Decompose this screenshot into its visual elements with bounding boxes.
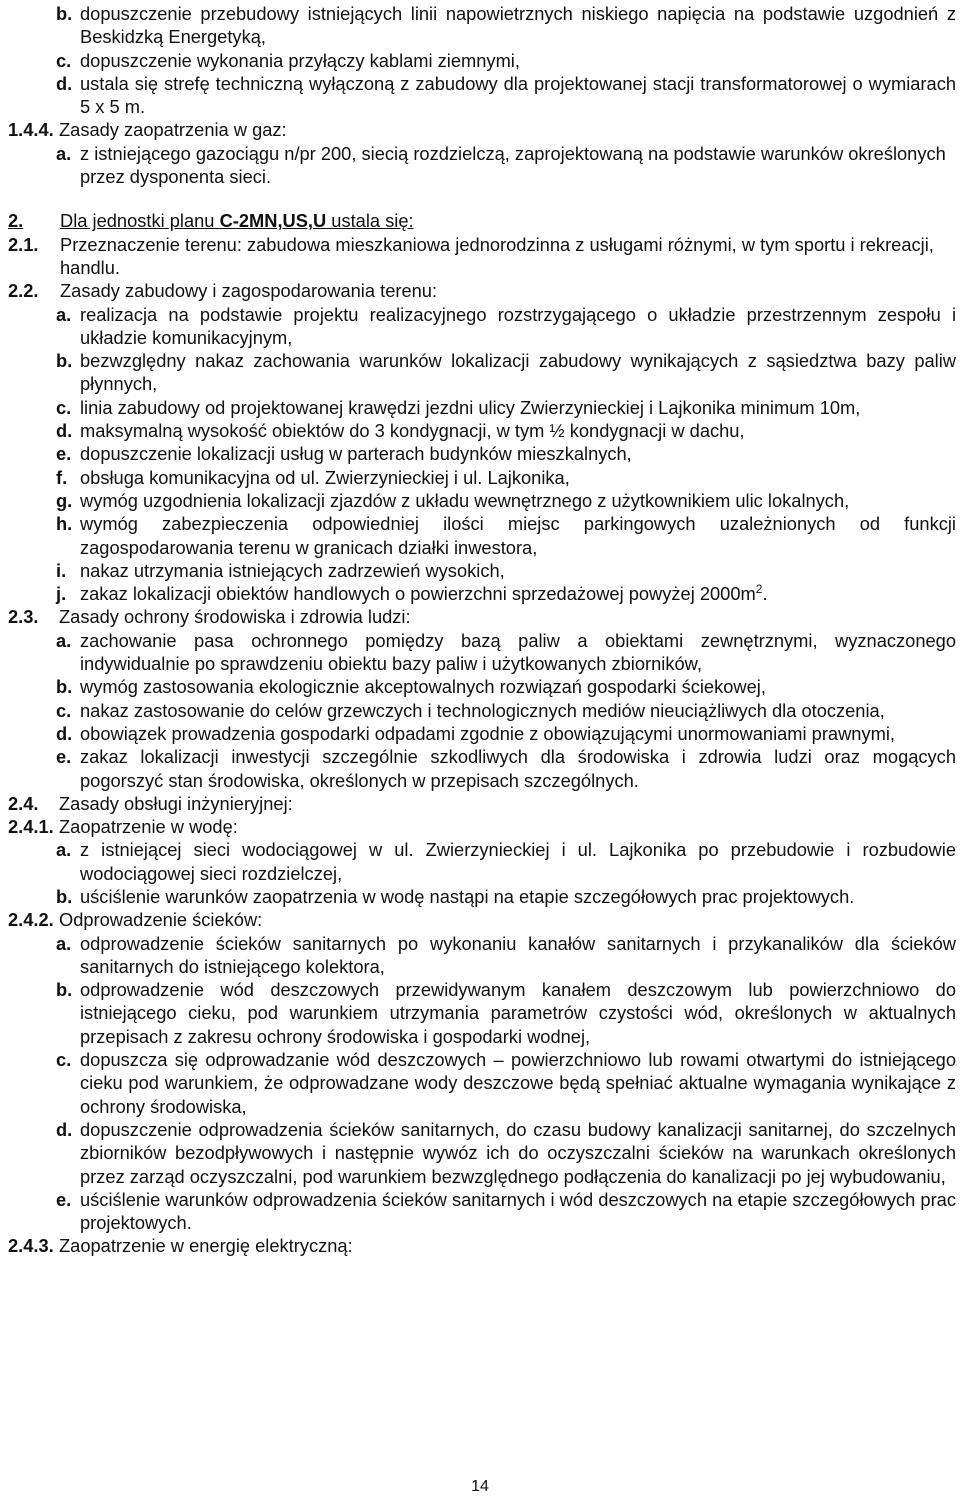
list-item-label: 2.4. <box>8 792 39 814</box>
list-item-text: Zasady zabudowy i zagospodarowania terenu: <box>60 280 438 302</box>
list-item-text: Zaopatrzenie w energię elektryczną: <box>59 1235 353 1257</box>
list-item <box>8 1234 956 1257</box>
list-item-text: obsługa komunikacyjna od ul. Zwierzynieckiej i ul. Lajkonika, <box>80 466 570 488</box>
list-item-label: h. <box>56 513 73 535</box>
list-item <box>56 142 956 189</box>
list-item-label: e. <box>56 746 72 768</box>
list-item <box>8 792 956 815</box>
list-item-text: dopuszczenie odprowadzenia ścieków sanitarnych, do czasu budowy kanalizacji sanitarnej, do szczelnych zbiorników bezodpływowych i następnie wywóz ich do oczyszczalni ścieków na warunkach określonych przez zarząd oczyszczalni, pod warunkiem bezwzględnego podłączenia do kanalizacji po jej wybudowaniu, <box>80 1118 956 1187</box>
list-item-text: Zasady obsługi inżynieryjnej: <box>59 792 293 814</box>
list-item-label: g. <box>56 489 73 511</box>
list-item-text: linia zabudowy od projektowanej krawędzi jezdni ulicy Zwierzynieckiej i Lajkonika minimum 10m, <box>80 396 861 418</box>
list-item <box>56 582 956 605</box>
text-fragment: . <box>762 583 768 605</box>
list-item-label: 2. <box>8 210 24 232</box>
list-item <box>56 722 956 745</box>
list-item-label: e. <box>56 1188 72 1210</box>
list-item-label: c. <box>56 49 72 71</box>
list-item-label: c. <box>56 396 72 418</box>
list-item <box>56 303 956 350</box>
list-item-label: 2.2. <box>8 280 39 302</box>
list-item-text: bezwzględny nakaz zachowania warunków lokalizacji zabudowy wynikających z sąsiedztwa bazy paliw płynnych, <box>80 350 956 395</box>
page-number: 14 <box>471 1478 489 1495</box>
list-item-text: Przeznaczenie terenu: zabudowa mieszkaniowa jednorodzinna z usługami różnymi, w tym sportu i rekreacji, handlu. <box>60 233 934 278</box>
list-item <box>8 118 956 141</box>
list-item-text: dopuszcza się odprowadzanie wód deszczowych – powierzchniowo lub rowami otwartymi do istniejącego cieku pod warunkiem, że odprowadzane wody deszczowe będą spełniać aktualne wymagania wynikające z ochrony środowiska, <box>80 1049 956 1117</box>
list-item-text: dopuszczenie przebudowy istniejących linii napowietrznych niskiego napięcia na podstawie uzgodnień z Beskidzką Energetyką, <box>80 3 956 48</box>
list-item-label: c. <box>56 1049 72 1071</box>
list-item-text: dopuszczenie wykonania przyłączy kablami ziemnymi, <box>80 49 520 71</box>
list-item-text: ustala się strefę techniczną wyłączoną z zabudowy dla projektowanej stacji transformatorowej o wymiarach 5 x 5 m. <box>80 72 956 118</box>
list-item-label: 2.4.1. <box>8 816 54 838</box>
list-item-text: z istniejącego gazociągu n/pr 200, siecią rozdzielczą, zaprojektowaną na podstawie warunków określonych przez dysponenta sieci. <box>80 142 946 188</box>
superscript: 2 <box>755 582 763 597</box>
list-item-text: odprowadzenie ścieków sanitarnych po wykonaniu kanałów sanitarnych i przykanalików dla ścieków sanitarnych do istniejącego kolektora, <box>80 932 956 977</box>
list-item-label: 2.1. <box>8 233 39 255</box>
list-item-label: b. <box>56 350 73 372</box>
list-item-label: b. <box>56 885 73 907</box>
list-item-text: uściślenie warunków odprowadzenia ścieków sanitarnych i wód deszczowych na etapie szczegółowych prac projektowych. <box>80 1188 956 1234</box>
list-item-label: a. <box>56 142 72 164</box>
list-item-text: uściślenie warunków zaopatrzenia w wodę nastąpi na etapie szczegółowych prac projektowych. <box>80 885 855 907</box>
list-item <box>56 1188 956 1235</box>
list-item <box>56 629 956 676</box>
list-item <box>56 2 956 49</box>
list-item <box>56 675 956 698</box>
list-item-text <box>60 209 956 232</box>
list-item-text: nakaz utrzymania istniejących zadrzewień wysokich, <box>80 559 505 581</box>
list-item-text: Odprowadzenie ścieków: <box>59 909 263 931</box>
list-item <box>56 838 956 885</box>
list-item-text: maksymalną wysokość obiektów do 3 kondygnacji, w tym ½ kondygnacji w dachu, <box>80 420 745 442</box>
list-item-text: Zaopatrzenie w wodę: <box>59 816 238 838</box>
list-item-label: a. <box>56 303 72 325</box>
list-item-label: f. <box>56 466 68 488</box>
text-fragment: Dla jednostki planu <box>60 210 220 232</box>
list-item <box>56 489 956 512</box>
list-item-label: 2.4.3. <box>8 1235 54 1257</box>
list-item-label: 1.4.4. <box>8 119 54 141</box>
list-item-text: dopuszczenie lokalizacji usług w parterach budynków mieszkalnych, <box>80 443 632 465</box>
list-item <box>56 1048 956 1118</box>
list-item <box>56 442 956 465</box>
list-item-label: d. <box>56 1118 73 1140</box>
list-item-label: b. <box>56 3 73 24</box>
list-item <box>56 49 956 72</box>
list-item-text: zakaz lokalizacji inwestycji szczególnie szkodliwych dla środowiska i zdrowia ludzi oraz mogących pogorszyć stan środowiska, określonych w przepisach szczególnych. <box>80 746 956 791</box>
list-item-label: i. <box>56 559 67 581</box>
list-item-label: a. <box>56 839 72 861</box>
list-item-label: c. <box>56 699 72 721</box>
list-item <box>8 209 956 232</box>
list-item-text: zachowanie pasa ochronnego pomiędzy bazą paliw a obiektami zewnętrznymi, wyznaczonego indywidualnie po sprawdzeniu obiektu bazy paliw i użytkowanych zbiorników, <box>80 629 956 675</box>
list-item <box>56 72 956 119</box>
document-body <box>8 2 956 1258</box>
list-item-text: wymóg zabezpieczenia odpowiedniej ilości miejsc parkingowych uzależnionych od funkcji zagospodarowania terenu w granicach działki inwestora, <box>80 513 956 558</box>
list-item-text: odprowadzenie wód deszczowych przewidywanym kanałem deszczowym lub powierzchniowo do istniejącego cieku, pod warunkiem utrzymania parametrów czystości wód, określonych w aktualnych przepisach z zakresu ochrony środowiska i gospodarki wodnej, <box>80 979 956 1047</box>
text-fragment: C-2MN,US,U <box>219 210 327 232</box>
list-item-label: a. <box>56 629 72 651</box>
list-item-text: nakaz zastosowanie do celów grzewczych i technologicznych mediów nieuciążliwych dla otoczenia, <box>80 699 885 721</box>
list-item-label: 2.3. <box>8 606 39 628</box>
text-fragment: zakaz lokalizacji obiektów handlowych o powierzchni sprzedażowej powyżej 2000m <box>80 583 756 605</box>
list-item <box>56 419 956 442</box>
list-item <box>56 1118 956 1188</box>
list-item-text <box>80 582 956 605</box>
list-item-label: a. <box>56 932 72 954</box>
list-item-label: 2.4.2. <box>8 909 54 931</box>
list-item-text: z istniejącej sieci wodociągowej w ul. Zwierzynieckiej i ul. Lajkonika po przebudowie i rozbudowie wodociągowej sieci rozdzielczej, <box>80 839 956 884</box>
list-item-text: Zasady ochrony środowiska i zdrowia ludzi: <box>59 606 411 628</box>
list-item <box>56 349 956 396</box>
list-item <box>8 908 956 931</box>
list-item <box>56 978 956 1048</box>
list-item-label: j. <box>56 583 67 605</box>
list-item-text: wymóg zastosowania ekologicznie akceptowalnych rozwiązań gospodarki ściekowej, <box>80 676 766 698</box>
list-item <box>56 699 956 722</box>
list-item-text: realizacja na podstawie projektu realizacyjnego rozstrzygającego o układzie przestrzennym zespołu i układzie komunikacyjnym, <box>80 303 956 348</box>
list-item-text: obowiązek prowadzenia gospodarki odpadami zgodnie z obowiązującymi unormowaniami prawnymi, <box>80 722 895 744</box>
list-item <box>8 815 956 838</box>
list-item <box>56 512 956 559</box>
list-item-label: d. <box>56 72 73 94</box>
list-item <box>8 233 956 280</box>
list-item <box>56 745 956 792</box>
list-item <box>56 932 956 979</box>
list-item <box>8 605 956 628</box>
list-item <box>56 396 956 419</box>
list-item <box>56 559 956 582</box>
list-item <box>8 279 956 302</box>
list-item-label: d. <box>56 420 73 442</box>
list-item-text: Zasady zaopatrzenia w gaz: <box>59 119 287 141</box>
list-item-label: b. <box>56 979 73 1001</box>
text-fragment: ustala się: <box>326 210 414 232</box>
list-item-label: e. <box>56 443 72 465</box>
list-item-label: d. <box>56 722 73 744</box>
list-item-text: wymóg uzgodnienia lokalizacji zjazdów z układu wewnętrznego z użytkownikiem ulic lokalnych, <box>80 489 850 511</box>
list-item <box>56 885 956 908</box>
list-item <box>56 466 956 489</box>
list-item-label: b. <box>56 676 73 698</box>
